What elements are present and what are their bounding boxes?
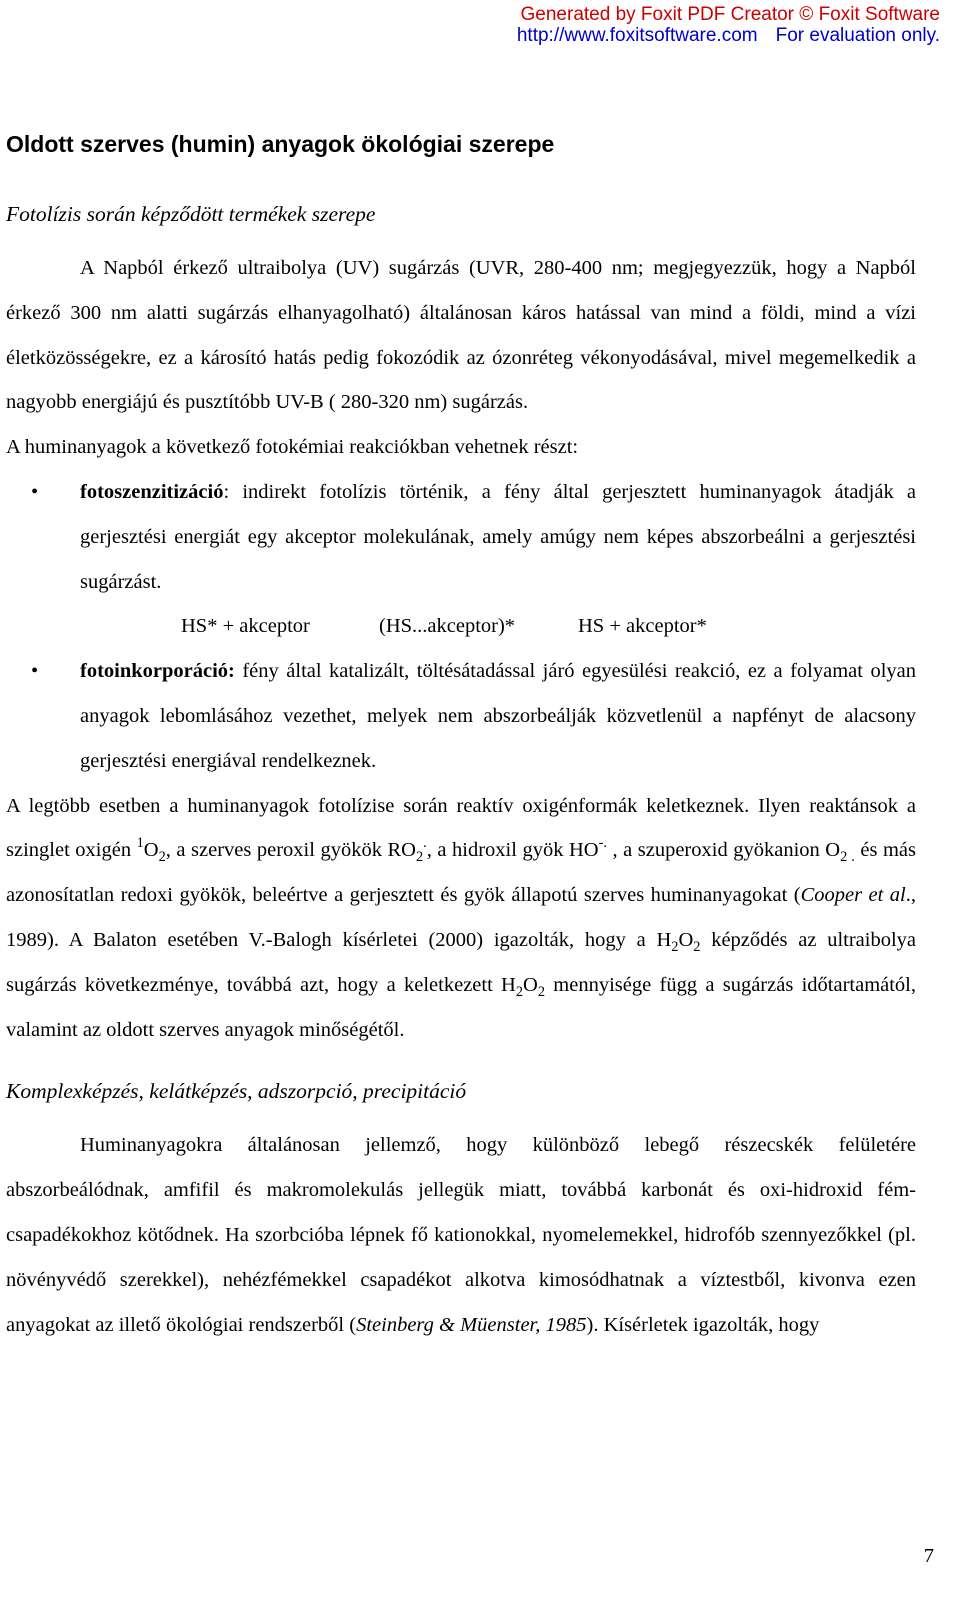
citation: Steinberg & Müenster, 1985 bbox=[356, 1313, 587, 1336]
paragraph-photochemical-intro: A huminanyagok a következő fotokémiai reakciókban vehetnek részt: bbox=[6, 436, 579, 459]
text-run: O bbox=[523, 973, 538, 996]
watermark-line2 bbox=[517, 25, 940, 46]
subscript: 2 bbox=[158, 849, 166, 866]
bullet-icon: • bbox=[31, 480, 39, 503]
reaction-intermediate: (HS...akceptor)* bbox=[379, 615, 516, 638]
reaction-reactants: HS* + akceptor bbox=[181, 615, 310, 638]
subscript: 2 bbox=[415, 849, 424, 866]
text-run: O bbox=[678, 928, 694, 951]
subscript: 2 bbox=[671, 938, 679, 955]
term-photoincorporation: fotoinkorporáció: bbox=[80, 660, 235, 683]
section-heading-complexation: Komplexképzés, kelátképzés, adszorpció, precipitáció bbox=[6, 1079, 467, 1104]
text-run: Huminanyagokra általánosan jellemző, hogy különböző lebegő részecskék felületére abszorbeálódnak, amfifil és makromolekulás jellegük miatt, továbbá karbonát és oxi-hidroxid fém-csapadékokhoz kötődnek. Ha szorbcióba lépnek fő kationokkal, nyomelemekkel, hidrofób szennyezőkkel (pl. növényvédő szerekkel), nehézfémekkel csapadékot alkotva kimosódhatnak a víztestből, kivonva ezen anyagokat az illető ökológiai rendszerből ( bbox=[6, 1134, 916, 1336]
watermark-url[interactable]: http://www.foxitsoftware.com bbox=[516, 25, 758, 46]
text-run: ., 1989). A Balaton esetében V.-Balogh kísérletei (2000) igazolták, hogy a H bbox=[6, 884, 916, 951]
page-title: Oldott szerves (humin) anyagok ökológiai szerepe bbox=[6, 131, 555, 157]
paragraph-reactive-oxygen bbox=[6, 784, 916, 1053]
subscript: 2 bbox=[693, 938, 701, 955]
text-run: ). Kísérletek igazolták, hogy bbox=[586, 1313, 820, 1336]
text-run: O bbox=[143, 839, 159, 862]
term-photosensitization: fotoszenzitizáció bbox=[80, 480, 224, 503]
superscript: 1 bbox=[136, 835, 144, 852]
text-run: és más azonosítatlan redoxi gyökök, beleértve a gerjesztett és gyök állapotú szerves huminanyagokat ( bbox=[6, 839, 917, 907]
text-run: mennyisége függ a sugárzás időtartamától, valamint az oldott szerves anyagok minőségétől. bbox=[6, 973, 917, 1041]
watermark-eval-note: For evaluation only. bbox=[775, 25, 940, 46]
text-run: A legtöbb esetben a huminanyagok fotolízise során reaktív oxigénformák keletkeznek. Ilyen reaktánsok a szinglet oxigén bbox=[6, 794, 916, 862]
bullet-icon: • bbox=[31, 660, 39, 683]
superscript: . bbox=[423, 835, 427, 852]
subscript: 2 . bbox=[840, 849, 855, 866]
text-run: , a szuperoxid gyökanion O bbox=[606, 839, 841, 862]
foxit-watermark bbox=[517, 4, 940, 46]
reaction-type-list bbox=[6, 470, 916, 604]
list-item-photosensitization bbox=[6, 470, 916, 604]
paragraph-uv-radiation: A Napból érkező ultraibolya (UV) sugárzás (UVR, 280-400 nm; megjegyezzük, hogy a Napból érkező 300 nm alatti sugárzás elhanyagolható) általánosan káros hatással van mind a földi, mind a vízi életközösségekre, ez a károsító hatás pedig fokozódik az ózonréteg vékonyodásával, mivel megemelkedik a nagyobb energiájú és pusztítóbb UV-B ( 280-320 nm) sugárzás. bbox=[6, 257, 916, 414]
citation: Cooper et al bbox=[800, 884, 906, 907]
text-run: képződés az ultraibolya sugárzás következménye, továbbá azt, hogy a keletkezett H bbox=[6, 928, 917, 996]
subscript: 2 bbox=[537, 983, 546, 1000]
definition-photosensitization: : indirekt fotolízis történik, a fény által gerjesztett huminanyagok átadják a gerjesztési energiát egy akceptor molekulának, amely amúgy nem képes abszorbeálni a gerjesztési sugárzást. bbox=[80, 480, 916, 593]
page-number: 7 bbox=[923, 1545, 934, 1567]
list-item-photoincorporation bbox=[6, 649, 916, 783]
section-heading-photolysis: Fotolízis során képződött termékek szerepe bbox=[6, 202, 376, 226]
text-run: , a hidroxil gyök HO bbox=[426, 839, 599, 862]
watermark-line1: Generated by Foxit PDF Creator © Foxit Software bbox=[520, 4, 940, 25]
reaction-type-list-2 bbox=[6, 649, 916, 783]
reaction-products: HS + akceptor* bbox=[578, 615, 707, 638]
superscript: -. bbox=[598, 835, 607, 852]
subscript: 2 bbox=[515, 983, 524, 1000]
definition-photoincorporation: fény által katalizált, töltésátadással járó egyesülési reakció, ez a folyamat olyan anyagok lebomlásához vezethet, melyek nem abszorbeálják közvetlenül a napfényt de alacsony gerjesztési energiával rendelkeznek. bbox=[80, 660, 916, 772]
paragraph-humic-sorption bbox=[6, 1123, 916, 1347]
document-body bbox=[6, 124, 916, 1347]
text-run: , a szerves peroxil gyökök RO bbox=[165, 839, 416, 862]
reaction-equation bbox=[6, 604, 916, 649]
